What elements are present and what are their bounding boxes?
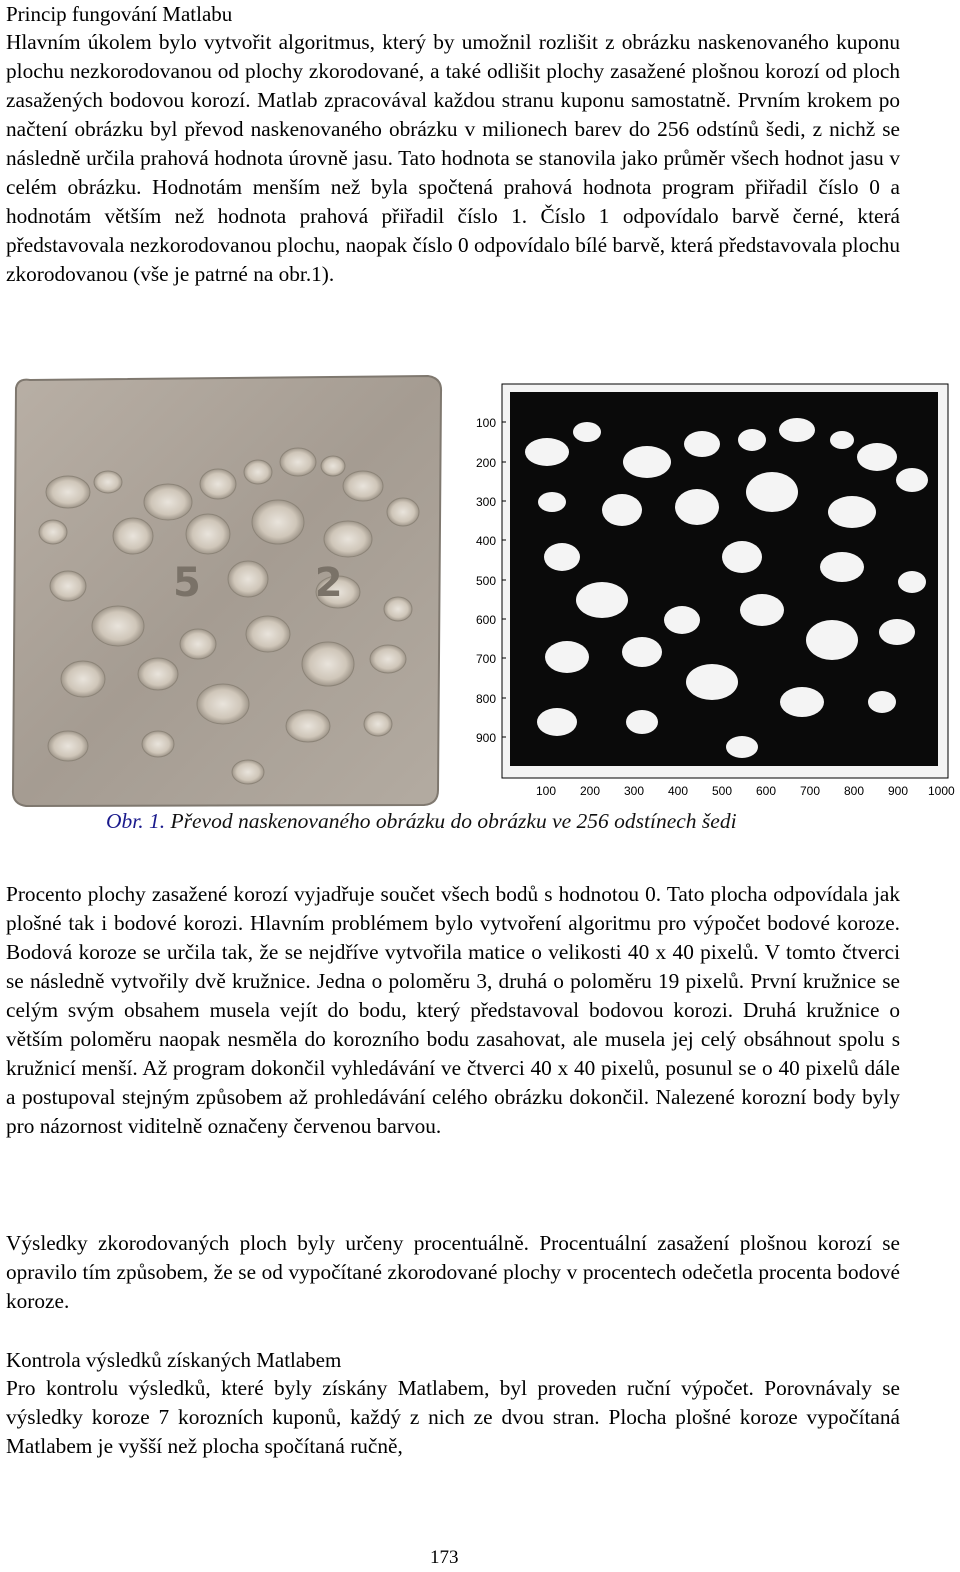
y-tick-label: 700	[476, 652, 497, 666]
y-tick-label: 600	[476, 613, 497, 627]
coupon-scan-graphic	[8, 374, 445, 808]
figure-caption-text: Převod naskenovaného obrázku do obrázku ve 256 odstínech šedi	[170, 809, 737, 833]
paragraph-results-percentage: Výsledky zkorodovaných ploch byly určeny procentuálně. Procentuální zasažení plošnou korozí se opravilo tím způsobem, že se od vypočítané zkorodované plochy v procentech odečetla procenta bodové koroze.	[6, 1231, 900, 1313]
paragraph-manual-verification: Pro kontrolu výsledků, které byly získány Matlabem, byl proveden ruční výpočet. Porovnávaly se výsledky koroze 7 korozních kuponů, každý z nich ze dvou stran. Plocha plošné koroze vypočítaná Matlabem je vyšší než plocha spočítaná ručně,	[6, 1376, 900, 1458]
x-axis-ticks	[536, 784, 955, 798]
binary-threshold-plot	[472, 382, 960, 802]
page-number: 173	[430, 1547, 459, 1568]
figure-caption	[106, 806, 737, 836]
x-tick-label: 600	[756, 784, 777, 798]
x-tick-label: 800	[844, 784, 865, 798]
section-title-results-check: Kontrola výsledků získaných Matlabem	[6, 1348, 342, 1372]
y-tick-label: 400	[476, 534, 497, 548]
x-tick-label: 700	[800, 784, 821, 798]
paragraph-pitting-algorithm: Procento plochy zasažené korozí vyjadřuje součet všech bodů s hodnotou 0. Tato plocha odpovídala jak plošné tak i bodové korozi. Hlavním problémem bylo vytvoření algoritmu pro výpočet bodové koroze. Bodová koroze se určila tak, že se nejdříve vytvořila matice o velikosti 40 x 40 pixelů. V tomto čtverci se následně vytvořily dvě kružnice. Jedna o poloměru 3, druhá o poloměru 19 pixelů. První kružnice se celým svým obsahem musela vejít do bodu, který představoval bodovou korozi. Druhá kružnice o větším poloměru naopak nesměla do korozního bodu zasahovat, ale musela jej celý obsáhnout spolu s kružnicí menší. Až program dokončil vyhledávání ve čtverci 40 x 40 pixelů, posunul se o 40 pixelů dále a postupoval stejným způsobem až prohledávání celého obrázku dokončil. Nalezené korozní body byly pro názornost viditelně označeny červenou barvou.	[6, 882, 900, 1138]
y-tick-label: 100	[476, 416, 497, 430]
x-tick-label: 1000	[928, 784, 955, 798]
x-tick-label: 500	[712, 784, 733, 798]
x-tick-label: 200	[580, 784, 601, 798]
x-tick-label: 900	[888, 784, 909, 798]
x-tick-label: 400	[668, 784, 689, 798]
y-tick-label: 800	[476, 692, 497, 706]
x-tick-label: 100	[536, 784, 557, 798]
y-tick-label: 300	[476, 495, 497, 509]
binary-threshold-graphic	[472, 382, 960, 802]
figure-caption-number: Obr. 1.	[106, 809, 166, 833]
y-tick-label: 200	[476, 456, 497, 470]
coupon-number-engraving: 5 2	[173, 560, 393, 606]
coupon-scan-image	[8, 374, 445, 808]
paragraph-algorithm-description: Hlavním úkolem bylo vytvořit algoritmus, který by umožnil rozlišit z obrázku naskenovaného kuponu plochu nezkorodovanou od plochy zkorodované, a také odlišit plochy zasažené plošnou korozí od ploch zasažených bodovou korozí. Matlab zpracovával každou stranu kuponu samostatně. Prvním krokem po načtení obrázku byl převod naskenovaného obrázku v milionech barev do 256 odstínů šedi, z nichž se následně určila prahová hodnota úrovně jasu. Tato hodnota se stanovila jako průměr všech hodnot jasu v celém obrázku. Hodnotám menším než byla spočtená prahová hodnota program přiřadil číslo 0 a hodnotám větším než hodnota prahová přiřadil číslo 1. Číslo 1 odpovídalo barvě černé, která představovala nezkorodovanou plochu, naopak číslo 0 odpovídalo bílé barvě, která představovala plochu zkorodovanou (vše je patrné na obr.1).	[6, 30, 900, 286]
section-title-matlab-principle: Princip fungování Matlabu	[6, 2, 233, 26]
y-tick-label: 500	[476, 574, 497, 588]
x-tick-label: 300	[624, 784, 645, 798]
y-tick-label: 900	[476, 731, 497, 745]
